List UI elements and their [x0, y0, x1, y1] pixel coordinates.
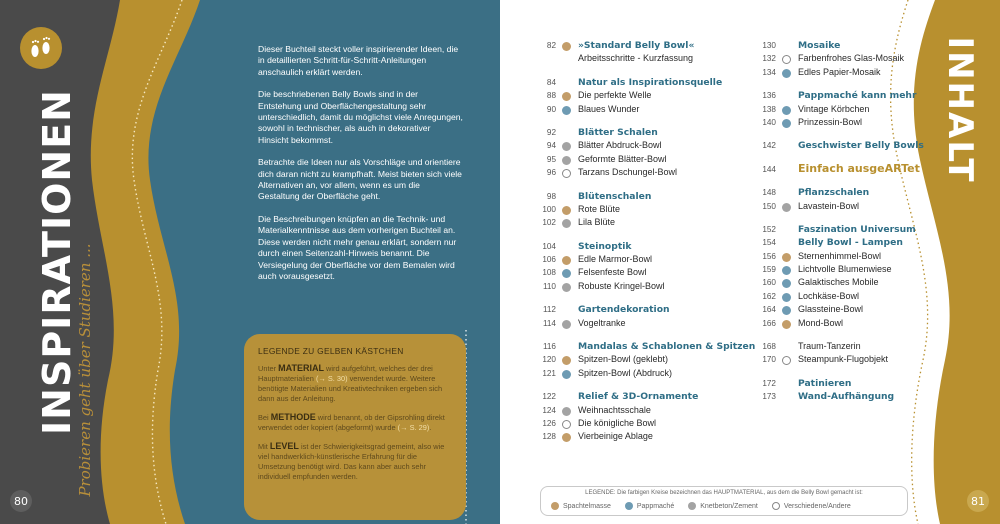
- toc-page-number: 132: [762, 54, 776, 64]
- material-dot-icon: [562, 420, 571, 429]
- material-dot-icon: [782, 320, 791, 329]
- toc-title: Spitzen-Bowl (Abdruck): [578, 367, 673, 378]
- toc-page-number: 160: [762, 278, 776, 288]
- toc-title: Galaktisches Mobile: [798, 277, 879, 288]
- toc-title: Edle Marmor-Bowl: [578, 254, 653, 265]
- toc-page-number: 164: [762, 305, 776, 315]
- toc-title: Traum-Tanzerin: [798, 341, 861, 352]
- toc-title: Pappmaché kann mehr: [798, 90, 917, 102]
- material-dot-icon: [782, 266, 791, 275]
- intro-paragraph: Die beschriebenen Belly Bowls sind in der Entstehung und Oberflächengestaltung sehr unterschiedlich, damit du möglichst viele Anregungen, sowohl in technischer, als auch in dekorativer Hinsicht bekommst.: [258, 89, 463, 145]
- toc-title: Blütenschalen: [578, 190, 652, 202]
- toc-title: Wand-Aufhängung: [798, 391, 895, 403]
- toc-title: Blätter Abdruck-Bowl: [578, 140, 662, 151]
- toc-title: Tarzans Dschungel-Bowl: [578, 167, 678, 178]
- toc-page-number: 104: [542, 241, 556, 251]
- material-dot-icon: [562, 206, 571, 215]
- legend-item-label: Verschiedene/Andere: [783, 502, 851, 510]
- toc-title: Weihnachtsschale: [578, 404, 651, 415]
- toc-page-number: 126: [542, 418, 556, 428]
- legend-level: Mit LEVEL ist der Schwierigkeitsgrad gemeint, also wie viel handwerklich-künstlerische Erfahrung für die Umsetzung benötigt wird. Das kann aber auch sehr individuell empfunden werden.: [258, 441, 445, 481]
- toc-page-number: 102: [542, 218, 556, 228]
- page-number-left: 80: [10, 490, 32, 512]
- material-dot-icon: [562, 106, 571, 115]
- toc-title: Felsenfeste Bowl: [578, 267, 647, 278]
- toc-title: Lila Blüte: [578, 217, 616, 228]
- material-dot-icon: [562, 256, 571, 265]
- toc-page-number: 122: [542, 392, 556, 402]
- material-legend: [540, 486, 908, 516]
- legend-heading: LEGENDE ZU GELBEN KÄSTCHEN: [258, 346, 404, 356]
- toc-title: Glassteine-Bowl: [798, 304, 864, 315]
- toc-title: Steampunk-Flugobjekt: [798, 354, 889, 365]
- legend-item-label: Pappmaché: [636, 502, 675, 510]
- toc-page-number: 108: [542, 268, 556, 278]
- toc-page-number: 100: [542, 204, 556, 214]
- toc-page-number: 142: [762, 141, 776, 151]
- toc-title: Mond-Bowl: [798, 317, 844, 328]
- material-dot-icon: [782, 119, 791, 128]
- legend-item: [772, 502, 851, 510]
- legend-material: Unter MATERIAL wird aufgeführt, welches der drei Hauptmaterialien (→ S. 30) verwendet wurde. Weitere benötigte Materialien und Kreativtechniken ergeben sich dann aus der Anleitung.: [258, 363, 443, 403]
- toc-title: Gartendekoration: [578, 304, 670, 316]
- feet-logo-icon: [19, 26, 63, 70]
- material-dot-icon: [782, 253, 791, 262]
- toc-page-number: 94: [546, 141, 556, 151]
- toc-title: Blaues Wunder: [578, 103, 640, 114]
- toc-title: Pflanzschalen: [798, 187, 870, 199]
- page-title-inspirationen: INSPIRATIONEN: [35, 89, 79, 435]
- toc-page-number: 128: [542, 432, 556, 442]
- toc-page-number: 96: [546, 168, 556, 178]
- material-dot-icon: [782, 293, 791, 302]
- material-dot-icon: [782, 69, 791, 78]
- right-page-background: [500, 0, 1000, 524]
- toc-title: Geschwister Belly Bowls: [798, 140, 924, 152]
- toc-page-number: 114: [542, 318, 556, 328]
- intro-paragraph: Die Beschreibungen knüpfen an die Technik- und Materialkenntnisse aus dem vorherigen Buchteil an. Diese werden nicht mehr genau erklärt, sondern nur durch einen Seitenzahl-Hinweis benannt. Die Versiegelung der Oberfläche vor dem Bemalen wird auch vorausgesetzt.: [258, 213, 457, 281]
- toc-title: Mandalas & Schablonen & Spitzen: [578, 341, 756, 353]
- toc-page-number: 112: [542, 305, 556, 315]
- toc-page-number: 159: [762, 265, 776, 275]
- toc-title: Die perfekte Welle: [578, 90, 652, 101]
- legend-methode: Bei METHODE wird benannt, ob der Gipsrohling direkt verwendet oder kopiert (abgeformt) wurde (→ S. 29).: [258, 412, 445, 432]
- toc-page-number: 92: [546, 127, 556, 137]
- toc-title: Lavastein-Bowl: [798, 200, 860, 211]
- toc-title: Robuste Kringel-Bowl: [578, 280, 665, 291]
- toc-title: Farbenfrohes Glas-Mosaik: [798, 53, 905, 64]
- toc-page-number: 138: [762, 104, 776, 114]
- toc-page-number: 172: [762, 378, 776, 388]
- toc-page-number: 136: [762, 91, 776, 101]
- toc-page-number: 144: [762, 164, 776, 174]
- toc-page-number: 121: [542, 368, 556, 378]
- toc-title: Geformte Blätter-Bowl: [578, 153, 667, 164]
- legend-item: [551, 502, 611, 510]
- material-dot-icon: [562, 370, 571, 379]
- toc-page-number: 124: [542, 405, 556, 415]
- legend-box: [244, 334, 466, 520]
- toc-title: Belly Bowl - Lampen: [798, 237, 903, 249]
- toc-page-number: 170: [762, 355, 776, 365]
- material-dot-icon: [562, 320, 571, 329]
- material-dot-icon: [625, 502, 633, 510]
- material-dot-icon: [772, 502, 780, 510]
- toc-title: »Standard Belly Bowl«: [578, 40, 695, 51]
- material-dot-icon: [562, 283, 571, 292]
- toc-title: Lichtvolle Blumenwiese: [798, 264, 892, 275]
- toc-title: Patinieren: [798, 377, 852, 389]
- toc-title: Einfach ausgeARTet: [798, 161, 920, 175]
- toc-page-number: 116: [542, 342, 556, 352]
- toc-page-number: 106: [542, 255, 556, 265]
- toc-page-number: 173: [762, 392, 776, 402]
- page-subtitle: Probieren geht über Studieren ...: [76, 243, 94, 497]
- page-number-right: 81: [967, 490, 989, 512]
- toc-page-number: 134: [762, 67, 776, 77]
- toc-title: Lochkäse-Bowl: [798, 290, 860, 301]
- toc-page-number: 95: [546, 154, 556, 164]
- toc-page-number: 150: [762, 201, 776, 211]
- toc-page-number: 130: [762, 41, 776, 50]
- toc-title: Blätter Schalen: [578, 126, 658, 138]
- toc-title: Relief & 3D-Ornamente: [578, 391, 699, 403]
- toc-title: Rote Blüte: [578, 203, 621, 214]
- toc-title: Mosaike: [798, 40, 841, 51]
- material-dot-icon: [562, 156, 571, 165]
- toc-title: Steinoptik: [578, 240, 632, 252]
- legend-item: [625, 502, 674, 510]
- toc-page-number: 168: [762, 342, 776, 352]
- toc-page-number: 156: [762, 251, 776, 261]
- toc-page-number: 162: [762, 291, 776, 301]
- toc-page-number: 140: [762, 117, 776, 127]
- legend-item-label: Spachtelmasse: [563, 502, 611, 510]
- toc-title: Prinzessin-Bowl: [798, 116, 863, 127]
- intro-text: [258, 44, 463, 293]
- material-dot-icon: [782, 106, 791, 115]
- toc-page-number: 148: [762, 188, 776, 198]
- toc-page-number: 166: [762, 318, 776, 328]
- toc-page-number: 110: [542, 281, 556, 291]
- intro-paragraph: Betrachte die Ideen nur als Vorschläge und orientiere dich daran nicht zu krampfhaft. Meist bieten sich viele Alternativen an, vor allem, wenn es um die Gestaltung der Oberfläche geht.: [258, 157, 462, 202]
- material-legend-title: LEGENDE: Die farbigen Kreise bezeichnen das HAUPTMATERIAL, aus dem die Belly Bowl gemacht ist:: [585, 490, 863, 496]
- toc-title: Die königliche Bowl: [578, 417, 657, 428]
- legend-item: [688, 502, 758, 510]
- toc-page-number: 82: [546, 41, 556, 50]
- toc-title: Arbeitsschritte - Kurzfassung: [578, 53, 694, 64]
- toc-title: Vierbeinige Ablage: [578, 431, 653, 442]
- toc-title: Natur als Inspirationsquelle: [578, 76, 723, 88]
- toc-title: Faszination Universum: [798, 223, 916, 235]
- toc-page-number: 152: [762, 224, 776, 234]
- toc-page-number: 88: [546, 91, 556, 101]
- page-title-inhalt: INHALT: [940, 36, 980, 184]
- material-dot-icon: [551, 502, 559, 510]
- legend-item-label: Knetbeton/Zement: [700, 502, 758, 510]
- toc-page-number: 98: [546, 191, 556, 201]
- toc-title: Sternenhimmel-Bowl: [798, 250, 882, 261]
- material-dot-icon: [782, 203, 791, 212]
- toc-title: Vogeltranke: [578, 317, 626, 328]
- material-dot-icon: [562, 407, 571, 416]
- toc-title: Edles Papier-Mosaik: [798, 66, 881, 77]
- toc-title: Vintage Körbchen: [798, 103, 870, 114]
- toc-page-number: 120: [542, 355, 556, 365]
- material-dot-icon: [562, 42, 571, 51]
- material-dot-icon: [688, 502, 696, 510]
- material-legend-items: [551, 502, 851, 510]
- toc-page-number: 84: [546, 77, 556, 87]
- toc-page-number: 90: [546, 104, 556, 114]
- right-page: [500, 0, 1000, 524]
- intro-paragraph: Dieser Buchteil steckt voller inspirierender Ideen, die in detaillierten Schritt-für-Schritt-Anleitungen anschaulich erklärt werden.: [258, 44, 459, 77]
- toc-title: Spitzen-Bowl (geklebt): [578, 354, 669, 365]
- toc-page-number: 154: [762, 238, 776, 248]
